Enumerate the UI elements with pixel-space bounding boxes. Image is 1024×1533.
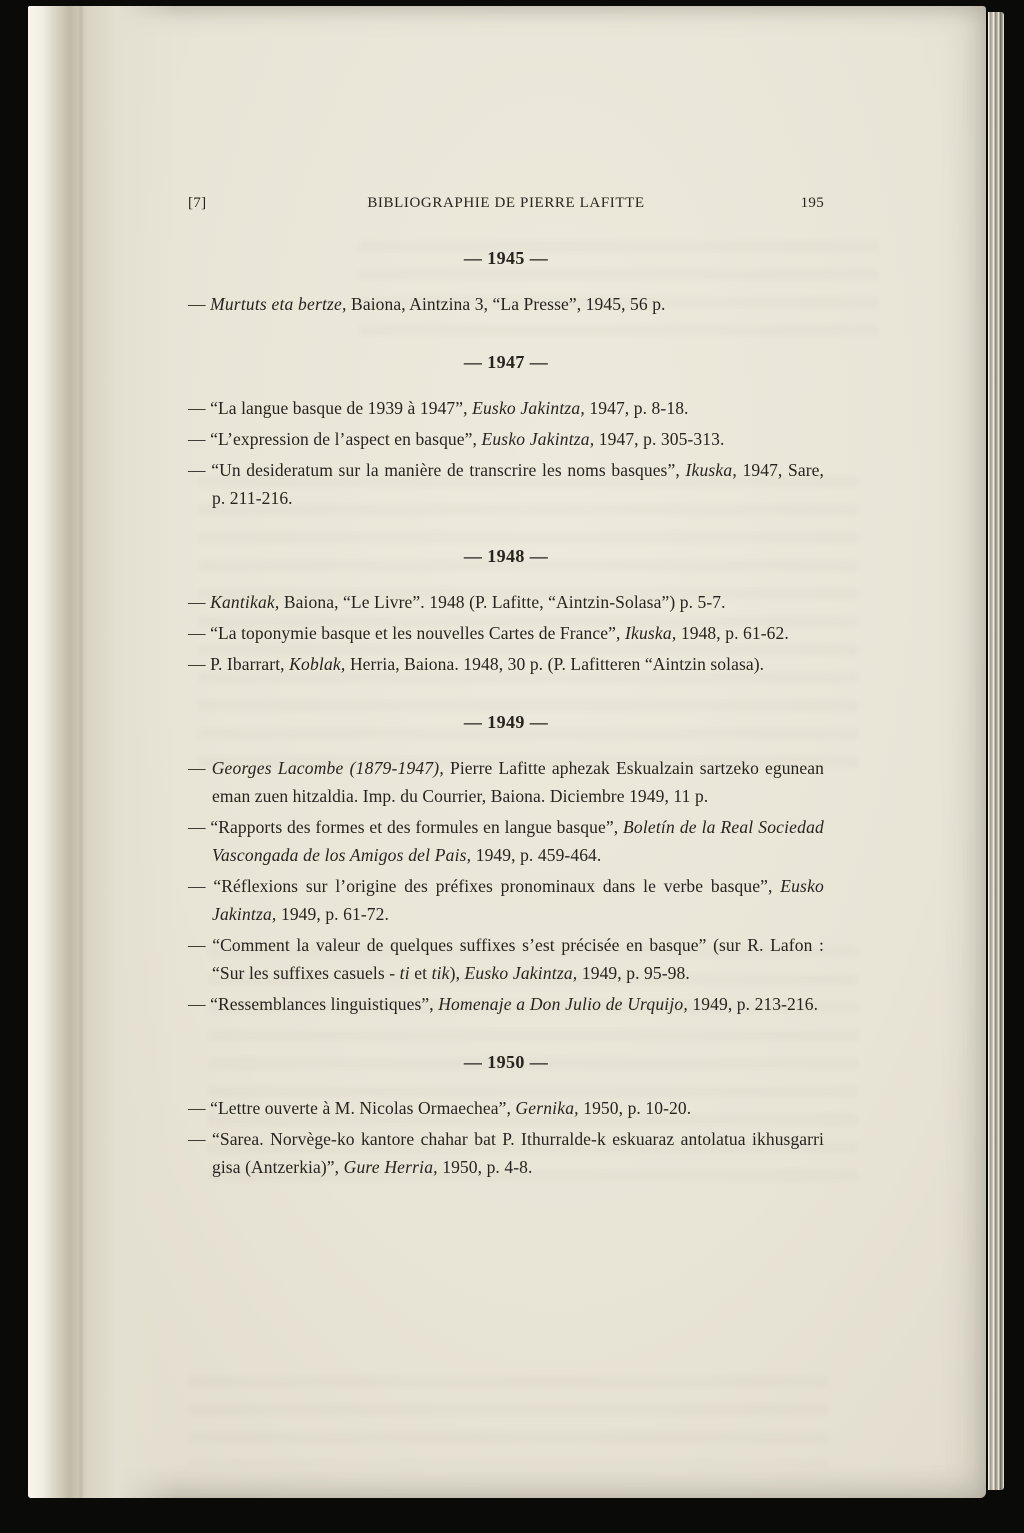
text-run: Herria, Baiona. 1948, 30 p. (P. Lafitteren “Aintzin solasa).	[345, 654, 765, 674]
italic-text-run: Georges Lacombe (1879-1947),	[211, 758, 444, 778]
text-run: 1949, p. 213-216.	[687, 994, 819, 1014]
italic-text-run: ti	[399, 963, 410, 983]
text-run: Baiona, Aintzina 3, “La Presse”, 1945, 56 p.	[346, 294, 666, 314]
text-run: et	[409, 963, 432, 983]
italic-text-run: Eusko Jakintza,	[481, 429, 595, 449]
year-section	[188, 544, 824, 678]
text-run: — “Réflexions sur l’origine des préfixes pronominaux dans le verbe basque”,	[188, 876, 781, 896]
text-run: 1947, p. 8-18.	[584, 398, 689, 418]
year-heading: — 1947 —	[463, 352, 549, 372]
text-run: 1949, p. 61-72.	[276, 904, 389, 924]
page-edge-stack	[988, 12, 1004, 1490]
bibliography-entry	[188, 456, 824, 512]
bibliography-entry	[188, 872, 824, 928]
text-run: — “Un desideratum sur la manière de transcrire les noms basques”,	[188, 460, 686, 480]
year-heading: — 1948 —	[463, 546, 549, 566]
text-run: — “L’expression de l’aspect en basque”,	[188, 429, 482, 449]
italic-text-run: Boletín de la Real Sociedad Vascongada de los Amigos del Pais,	[212, 817, 824, 865]
italic-text-run: Gure Herria,	[343, 1157, 438, 1177]
text-run: 1947, Sare, p. 211-216.	[212, 460, 825, 508]
text-run: —	[188, 592, 211, 612]
italic-text-run: tik	[431, 963, 450, 983]
text-run: — “Ressemblances linguistiques”,	[188, 994, 439, 1014]
year-heading: — 1945 —	[463, 248, 549, 268]
text-run: — “Rapports des formes et des formules en langue basque”,	[188, 817, 623, 837]
bibliography-entry	[188, 1125, 824, 1181]
year-heading: — 1949 —	[463, 712, 549, 732]
italic-text-run: Gernika,	[515, 1098, 579, 1118]
text-run: ),	[449, 963, 465, 983]
italic-text-run: Homenaje a Don Julio de Urquijo,	[438, 994, 688, 1014]
bibliography-entry	[188, 990, 824, 1018]
italic-text-run: Kantikak,	[210, 592, 280, 612]
page-content	[188, 192, 824, 1184]
section-number: [7]	[188, 195, 207, 211]
year-section	[188, 710, 824, 1018]
book-page	[28, 6, 986, 1498]
italic-text-run: Eusko Jakintza,	[464, 963, 578, 983]
year-heading: — 1950 —	[463, 1052, 549, 1072]
text-run: — “Comment la valeur de quelques suffixes s’est précisée en basque” (sur R. Lafon : “Sur les suffixes casuels -	[188, 935, 824, 983]
text-run: Pierre Lafitte aphezak Eskualzain sartzeko egunean eman zuen hitzaldia. Imp. du Courrier, Baiona. Diciembre 1949, 11 p.	[212, 758, 824, 806]
italic-text-run: Koblak,	[289, 654, 346, 674]
bibliography-entry	[188, 290, 824, 318]
text-run: 1949, p. 95-98.	[577, 963, 690, 983]
bibliography-entry	[188, 650, 824, 678]
bibliography-sections	[188, 246, 824, 1181]
text-run: —	[188, 294, 211, 314]
text-run: 1950, p. 4-8.	[437, 1157, 533, 1177]
text-run: 1950, p. 10-20.	[578, 1098, 692, 1118]
text-run: — “Sarea. Norvège-ko kantore chahar bat P. Ithurralde-k eskuaraz antolatua ikhusgarri gisa (Antzerkia)”,	[188, 1129, 824, 1177]
italic-text-run: Ikuska,	[685, 460, 737, 480]
italic-text-run: Eusko Jakintza,	[212, 876, 824, 924]
italic-text-run: Eusko Jakintza,	[472, 398, 585, 418]
bibliography-entry	[188, 931, 824, 987]
bibliography-entry	[188, 425, 824, 453]
year-section	[188, 246, 824, 318]
bibliography-entry	[188, 394, 824, 422]
text-run: 1949, p. 459-464.	[471, 845, 602, 865]
bibliography-entry	[188, 813, 824, 869]
text-run: 1947, p. 305-313.	[594, 429, 725, 449]
text-run: —	[188, 758, 212, 778]
text-run: — “La langue basque de 1939 à 1947”,	[188, 398, 473, 418]
text-run: 1948, p. 61-62.	[676, 623, 789, 643]
year-section	[188, 1050, 824, 1181]
text-run: — “Lettre ouverte à M. Nicolas Ormaechea”,	[188, 1098, 516, 1118]
reverse-side-bleed	[188, 1376, 828, 1466]
bibliography-entry	[188, 754, 824, 810]
text-run: — “La toponymie basque et les nouvelles Cartes de France”,	[188, 623, 625, 643]
year-section	[188, 350, 824, 512]
bibliography-entry	[188, 588, 824, 616]
italic-text-run: Murtuts eta bertze,	[210, 294, 347, 314]
text-run: Baiona, “Le Livre”. 1948 (P. Lafitte, “Aintzin-Solasa”) p. 5-7.	[279, 592, 726, 612]
bibliography-entry	[188, 1094, 824, 1122]
running-title: BIBLIOGRAPHIE DE PIERRE LAFITTE	[367, 195, 645, 211]
page-number: 195	[800, 195, 824, 211]
text-run: — P. Ibarrart,	[188, 654, 290, 674]
italic-text-run: Ikuska,	[624, 623, 677, 643]
bibliography-entry	[188, 619, 824, 647]
running-head	[188, 192, 824, 214]
